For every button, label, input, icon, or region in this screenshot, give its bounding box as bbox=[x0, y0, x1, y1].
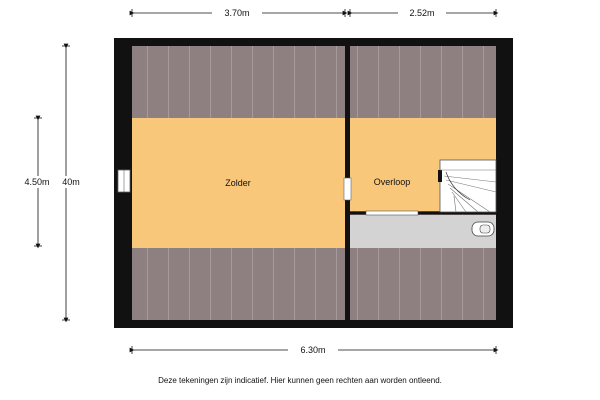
dimension-top-right bbox=[350, 7, 496, 19]
dim-bottom-label: 6.30m bbox=[300, 345, 326, 355]
inner-door bbox=[344, 178, 351, 200]
room-label-overloop: Overloop bbox=[373, 177, 411, 187]
room-label-zolder: Zolder bbox=[225, 178, 251, 188]
dim-left-outer-label: 4.50m bbox=[24, 177, 50, 187]
toilet-icon bbox=[472, 222, 494, 236]
dim-top-left-label: 3.70m bbox=[224, 8, 250, 18]
dimension-top-left bbox=[132, 7, 345, 19]
disclaimer-text: Deze tekeningen zijn indicatief. Hier kunnen geen rechten aan worden ontleend. bbox=[158, 376, 442, 385]
dim-top-right-label: 2.52m bbox=[409, 8, 435, 18]
stairs bbox=[438, 160, 496, 212]
dim-left-inner-label: 40m bbox=[62, 177, 80, 187]
dimension-bottom bbox=[132, 344, 496, 356]
dimension-left-inner bbox=[16, 118, 86, 246]
door-opening bbox=[366, 211, 418, 215]
